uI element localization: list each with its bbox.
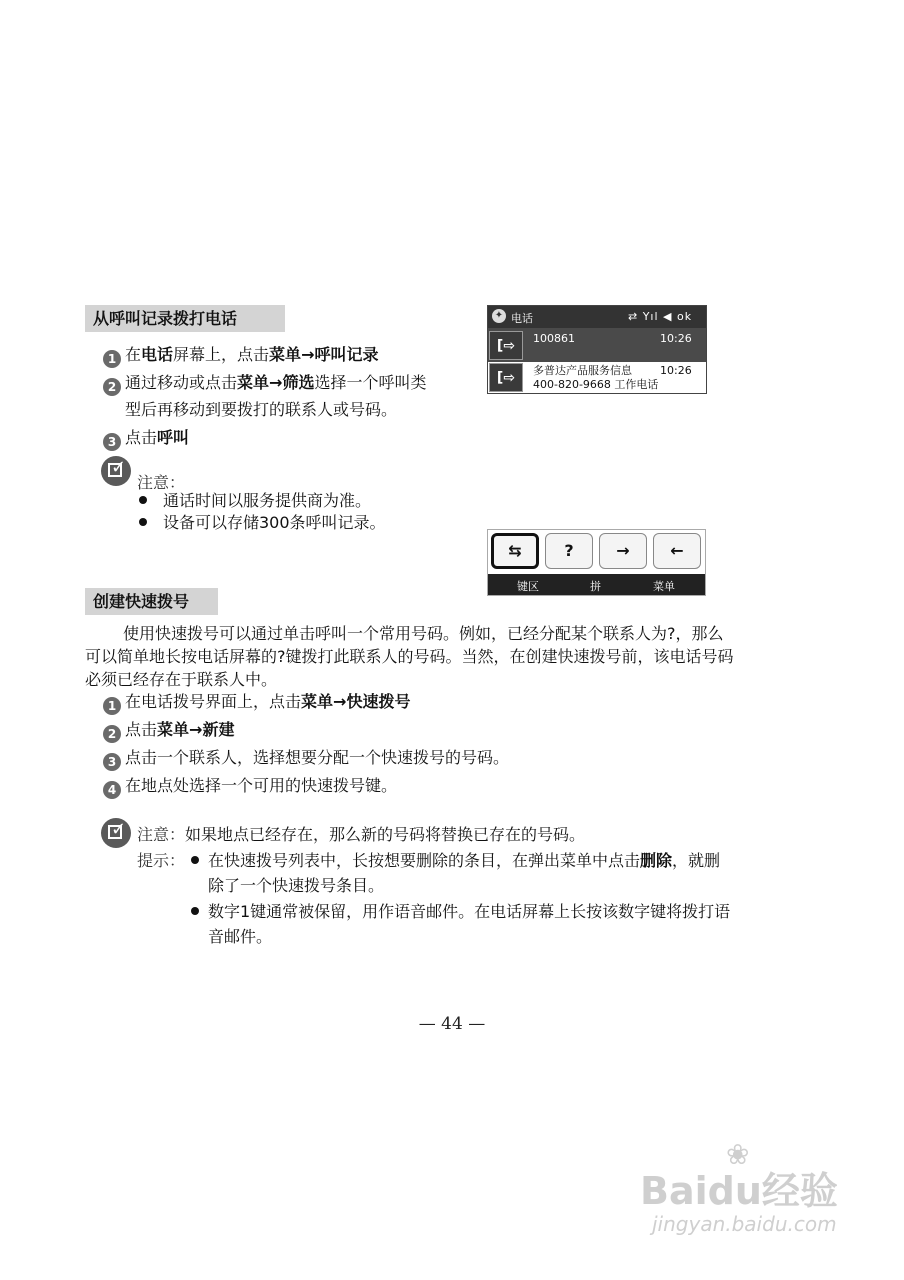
incoming-arrow-icon: ← [670, 541, 684, 560]
call-swap-icon: ⇆ [508, 541, 522, 560]
checkbox-note-icon: ✓ [101, 456, 131, 486]
outgoing-call-icon: [⇨ [489, 331, 523, 360]
call-history-button[interactable] [491, 533, 539, 569]
soft-key-bar [488, 574, 705, 595]
paragraph-line: 使用快速拨号可以通过单击呼叫一个常用号码。例如，已经分配某个联系人为?，那么 [123, 624, 724, 643]
section-heading-call-log: 从呼叫记录拨打电话 [85, 305, 285, 332]
paragraph-line: 必须已经存在于联系人中。 [85, 670, 278, 689]
call-log-screenshot [487, 305, 707, 394]
tip-item: 在快速拨号列表中，长按想要删除的条目，在弹出菜单中点击删除，就删 [191, 850, 720, 872]
checkbox-note-icon: ✓ [101, 818, 131, 848]
paw-logo-icon: ❀ [726, 1138, 750, 1171]
step-2: 2 点击菜单→新建 [103, 719, 234, 743]
entry-name: 100861 [533, 332, 575, 345]
missed-call-icon: ? [564, 541, 574, 560]
note-item: 设备可以存储300条呼叫记录。 [139, 512, 386, 534]
step-number: 2 [103, 725, 121, 743]
section-heading-speed-dial: 创建快速拨号 [85, 588, 218, 615]
entry-time: 10:26 [660, 364, 692, 377]
step-number: 3 [103, 433, 121, 451]
call-log-entry[interactable] [488, 362, 706, 393]
entry-detail: 400-820-9668 工作电话 [533, 378, 659, 391]
step-2-continued: 型后再移动到要拨打的联系人或号码。 [125, 400, 398, 419]
step-number: 1 [103, 697, 121, 715]
step-number: 2 [103, 378, 121, 396]
entry-name: 多普达产品服务信息 [533, 364, 632, 377]
note-line: 注意：如果地点已经存在，那么新的号码将替换已存在的号码。 [137, 825, 586, 844]
step-1: 1 在电话拨号界面上，点击菜单→快速拨号 [103, 691, 410, 715]
call-log-entry[interactable] [488, 328, 706, 362]
soft-key-keypad[interactable]: 键区 [517, 580, 539, 593]
incoming-call-button[interactable] [653, 533, 701, 569]
status-icons: ⇄ Yıl ◀ ok [628, 310, 693, 323]
page-number: — 44 — [418, 1014, 486, 1034]
tip-item-continued: 音邮件。 [208, 927, 273, 946]
call-buttons-screenshot [487, 529, 706, 596]
step-2: 2 通过移动或点击菜单→筛选选择一个呼叫类 [103, 372, 426, 396]
step-1: 1 在电话屏幕上，点击菜单→呼叫记录 [103, 344, 378, 368]
outgoing-call-icon: [⇨ [489, 363, 523, 392]
watermark-url: jingyan.baidu.com [652, 1212, 837, 1236]
paragraph-line: 可以简单地长按电话屏幕的?键拨打此联系人的号码。当然，在创建快速拨号前，该电话号码 [85, 647, 734, 666]
note-label: 注意： [137, 473, 186, 492]
step-number: 4 [103, 781, 121, 799]
step-number: 3 [103, 753, 121, 771]
tip-item-continued: 除了一个快速拨号条目。 [208, 876, 385, 895]
outgoing-arrow-icon: → [616, 541, 630, 560]
phone-title-bar [488, 306, 706, 328]
outgoing-call-button[interactable] [599, 533, 647, 569]
phone-title: 电话 [511, 312, 533, 325]
note-item: 通话时间以服务提供商为准。 [139, 490, 371, 512]
missed-call-button[interactable] [545, 533, 593, 569]
soft-key-pinyin[interactable]: 拼 [590, 580, 601, 593]
watermark-brand: Baidu经验 [640, 1169, 838, 1213]
entry-time: 10:26 [660, 332, 692, 345]
step-number: 1 [103, 350, 121, 368]
step-3: 3 点击一个联系人，选择想要分配一个快速拨号的号码。 [103, 747, 509, 771]
tip-item: 数字1键通常被保留，用作语音邮件。在电话屏幕上长按该数字键将拨打语 [191, 901, 730, 923]
step-3: 3 点击呼叫 [103, 427, 189, 451]
soft-key-menu[interactable]: 菜单 [653, 580, 675, 593]
windows-start-icon: ✦ [492, 309, 506, 323]
step-4: 4 在地点处选择一个可用的快速拨号键。 [103, 775, 397, 799]
tip-label: 提示： [137, 851, 186, 870]
